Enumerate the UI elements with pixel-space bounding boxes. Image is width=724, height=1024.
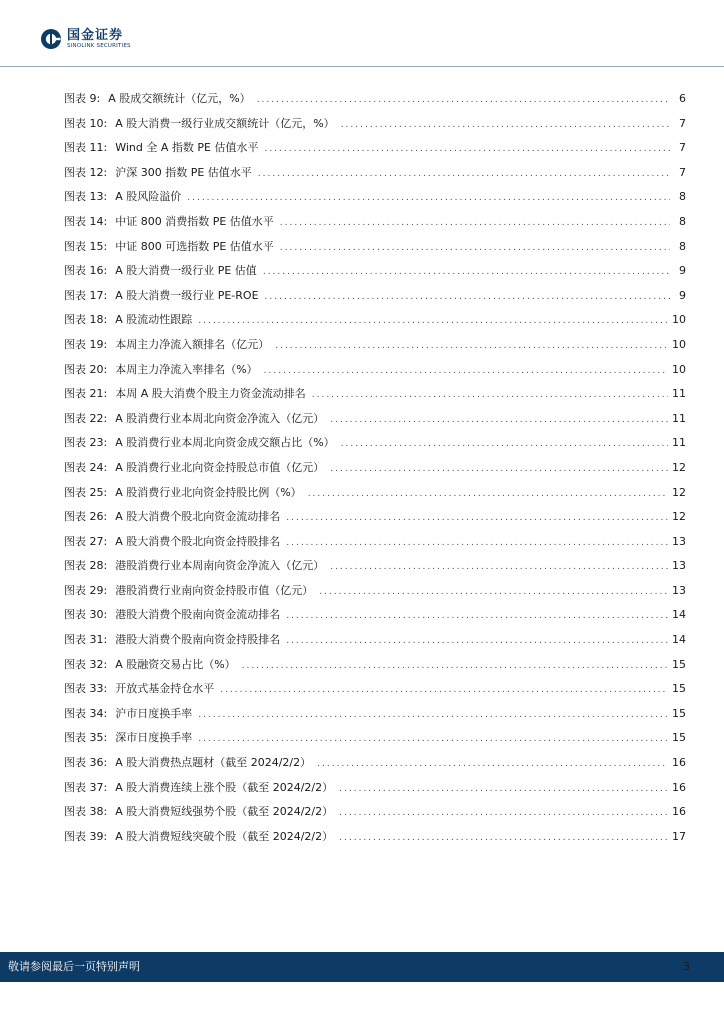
toc-page-number: 15 xyxy=(672,657,686,671)
toc-page-number: 10 xyxy=(672,313,686,327)
toc-figure-number: 图表 37: xyxy=(64,780,108,794)
toc-page-number: 7 xyxy=(679,116,686,130)
toc-entry[interactable] xyxy=(64,481,686,506)
toc-figure-title: A 股消费行业北向资金持股比例（%） xyxy=(115,485,302,499)
toc-figure-title: A 股风险溢价 xyxy=(115,190,182,204)
toc-page-number: 12 xyxy=(672,460,686,474)
toc-figure-number: 图表 26: xyxy=(64,510,108,524)
toc-figure-title: 中证 800 可选指数 PE 估值水平 xyxy=(115,239,274,253)
toc-page-number: 12 xyxy=(672,510,686,524)
toc-figure-title: 本周 A 股大消费个股主力资金流动排名 xyxy=(115,387,306,401)
toc-figure-number: 图表 28: xyxy=(64,559,108,573)
brand-name-cn: 国金证券 xyxy=(67,27,124,43)
toc-dot-leader xyxy=(308,482,668,507)
toc-entry[interactable] xyxy=(64,87,686,112)
toc-figure-number: 图表 32: xyxy=(64,657,108,671)
toc-entry[interactable] xyxy=(64,505,686,530)
toc-dot-leader xyxy=(257,88,670,113)
toc-dot-leader xyxy=(198,309,668,334)
toc-entry[interactable] xyxy=(64,333,686,358)
toc-figure-number: 图表 22: xyxy=(64,411,108,425)
toc-figure-number: 图表 33: xyxy=(64,682,108,696)
toc-figure-number: 图表 29: xyxy=(64,583,108,597)
toc-entry[interactable] xyxy=(64,726,686,751)
toc-page-number: 7 xyxy=(679,165,686,179)
toc-figure-number: 图表 23: xyxy=(64,436,108,450)
toc-page-number: 11 xyxy=(672,411,686,425)
toc-page-number: 15 xyxy=(672,731,686,745)
toc-entry[interactable] xyxy=(64,776,686,801)
toc-entry[interactable] xyxy=(64,603,686,628)
toc-dot-leader xyxy=(286,604,668,629)
toc-dot-leader xyxy=(286,629,668,654)
toc-figure-number: 图表 35: xyxy=(64,731,108,745)
toc-entry[interactable] xyxy=(64,653,686,678)
toc-dot-leader xyxy=(312,383,668,408)
toc-page-number: 12 xyxy=(672,485,686,499)
toc-figure-number: 图表 9: xyxy=(64,92,101,105)
toc-dot-leader xyxy=(286,506,668,531)
toc-dot-leader xyxy=(275,334,668,359)
toc-entry[interactable] xyxy=(64,382,686,407)
toc-figure-title: A 股大消费热点题材（截至 2024/2/2） xyxy=(115,756,312,770)
toc-figure-title: 开放式基金持仓水平 xyxy=(115,682,215,696)
toc-entry[interactable] xyxy=(64,702,686,727)
toc-dot-leader xyxy=(286,531,668,556)
toc-figure-number: 图表 31: xyxy=(64,633,108,647)
toc-page-number: 15 xyxy=(672,682,686,696)
toc-figure-title: A 股大消费一级行业 PE-ROE xyxy=(115,288,259,302)
toc-figure-number: 图表 12: xyxy=(64,165,108,179)
toc-dot-leader xyxy=(265,285,670,310)
toc-entry[interactable] xyxy=(64,530,686,555)
toc-entry[interactable] xyxy=(64,161,686,186)
toc-page-number: 7 xyxy=(679,141,686,155)
brand-logo xyxy=(40,28,131,50)
toc-dot-leader xyxy=(264,359,668,384)
toc-figure-number: 图表 10: xyxy=(64,116,108,130)
toc-figure-title: 本周主力净流入额排名（亿元） xyxy=(115,337,270,351)
toc-page-number: 15 xyxy=(672,706,686,720)
toc-page-number: 9 xyxy=(679,288,686,302)
toc-figure-title: A 股大消费一级行业 PE 估值 xyxy=(115,264,257,278)
toc-figure-title: 港股消费行业本周南向资金净流入（亿元） xyxy=(115,559,325,573)
toc-figure-title: A 股大消费个股北向资金流动排名 xyxy=(115,510,281,524)
toc-figure-number: 图表 15: xyxy=(64,239,108,253)
toc-page-number: 16 xyxy=(672,780,686,794)
footer-bar xyxy=(0,952,724,982)
toc-page-number: 11 xyxy=(672,387,686,401)
toc-entry[interactable] xyxy=(64,456,686,481)
toc-page-number: 8 xyxy=(679,239,686,253)
toc-dot-leader xyxy=(280,211,670,236)
toc-entry[interactable] xyxy=(64,358,686,383)
toc-entry[interactable] xyxy=(64,677,686,702)
toc-page-number: 13 xyxy=(672,583,686,597)
toc-dot-leader xyxy=(242,654,668,679)
toc-dot-leader xyxy=(220,678,668,703)
toc-figure-number: 图表 16: xyxy=(64,264,108,278)
toc-entry[interactable] xyxy=(64,112,686,137)
toc-dot-leader xyxy=(198,727,668,752)
toc-figure-title: A 股消费行业本周北向资金净流入（亿元） xyxy=(115,411,325,425)
toc-figure-number: 图表 25: xyxy=(64,485,108,499)
toc-dot-leader xyxy=(339,777,668,802)
toc-figure-title: A 股大消费一级行业成交额统计（亿元，%） xyxy=(115,116,335,130)
toc-page-number: 9 xyxy=(679,264,686,278)
toc-entry[interactable] xyxy=(64,825,686,850)
page-header xyxy=(0,0,724,68)
toc-figure-number: 图表 38: xyxy=(64,805,108,819)
toc-entry[interactable] xyxy=(64,259,686,284)
toc-page-number: 14 xyxy=(672,633,686,647)
figure-list xyxy=(64,87,686,849)
toc-figure-title: A 股融资交易占比（%） xyxy=(115,657,236,671)
toc-figure-title: 港股大消费个股南向资金流动排名 xyxy=(115,608,281,622)
toc-figure-title: 港股消费行业南向资金持股市值（亿元） xyxy=(115,583,314,597)
toc-figure-title: A 股成交额统计（亿元，%） xyxy=(108,92,251,105)
toc-page-number: 17 xyxy=(672,829,686,843)
toc-page-number: 6 xyxy=(679,92,686,105)
header-divider xyxy=(0,66,724,67)
toc-figure-number: 图表 39: xyxy=(64,829,108,843)
toc-entry[interactable] xyxy=(64,210,686,235)
toc-figure-number: 图表 20: xyxy=(64,362,108,376)
toc-page-number: 16 xyxy=(672,756,686,770)
toc-dot-leader xyxy=(341,113,670,138)
toc-page-number: 10 xyxy=(672,362,686,376)
toc-figure-number: 图表 27: xyxy=(64,534,108,548)
toc-dot-leader xyxy=(263,260,670,285)
toc-entry[interactable] xyxy=(64,800,686,825)
toc-dot-leader xyxy=(187,186,670,211)
toc-figure-title: 本周主力净流入率排名（%） xyxy=(115,362,258,376)
toc-dot-leader xyxy=(319,580,668,605)
page-number: 3 xyxy=(683,960,690,973)
footer-disclaimer: 敬请参阅最后一页特别声明 xyxy=(8,960,140,973)
toc-dot-leader xyxy=(341,432,668,457)
toc-entry[interactable] xyxy=(64,579,686,604)
toc-figure-title: 深市日度换手率 xyxy=(115,731,193,745)
toc-dot-leader xyxy=(330,555,668,580)
toc-page-number: 14 xyxy=(672,608,686,622)
toc-figure-number: 图表 18: xyxy=(64,313,108,327)
toc-page-number: 8 xyxy=(679,214,686,228)
toc-dot-leader xyxy=(198,703,668,728)
toc-entry[interactable] xyxy=(64,284,686,309)
toc-entry[interactable] xyxy=(64,407,686,432)
toc-figure-title: 中证 800 消费指数 PE 估值水平 xyxy=(115,214,274,228)
toc-page-number: 10 xyxy=(672,337,686,351)
toc-entry[interactable] xyxy=(64,136,686,161)
toc-figure-number: 图表 14: xyxy=(64,214,108,228)
toc-dot-leader xyxy=(330,457,668,482)
toc-figure-title: A 股大消费短线强势个股（截至 2024/2/2） xyxy=(115,805,334,819)
toc-figure-number: 图表 30: xyxy=(64,608,108,622)
toc-entry[interactable] xyxy=(64,431,686,456)
toc-figure-number: 图表 36: xyxy=(64,756,108,770)
toc-figure-number: 图表 13: xyxy=(64,190,108,204)
brand-name-en: SINOLINK SECURITIES xyxy=(67,42,131,49)
toc-dot-leader xyxy=(264,137,670,162)
toc-figure-number: 图表 21: xyxy=(64,387,108,401)
toc-dot-leader xyxy=(280,236,670,261)
toc-figure-number: 图表 19: xyxy=(64,337,108,351)
toc-figure-title: A 股流动性跟踪 xyxy=(115,313,193,327)
toc-entry[interactable] xyxy=(64,751,686,776)
toc-figure-number: 图表 34: xyxy=(64,706,108,720)
toc-figure-number: 图表 17: xyxy=(64,288,108,302)
toc-dot-leader xyxy=(330,408,668,433)
toc-entry[interactable] xyxy=(64,235,686,260)
toc-entry[interactable] xyxy=(64,628,686,653)
toc-figure-title: A 股大消费连续上涨个股（截至 2024/2/2） xyxy=(115,780,334,794)
toc-figure-title: A 股大消费短线突破个股（截至 2024/2/2） xyxy=(115,829,334,843)
toc-page-number: 13 xyxy=(672,559,686,573)
toc-figure-title: A 股消费行业北向资金持股总市值（亿元） xyxy=(115,460,325,474)
toc-figure-title: Wind 全 A 指数 PE 估值水平 xyxy=(115,141,259,155)
toc-page-number: 11 xyxy=(672,436,686,450)
toc-page-number: 8 xyxy=(679,190,686,204)
toc-dot-leader xyxy=(258,162,670,187)
toc-dot-leader xyxy=(339,826,668,851)
sinolink-logo-icon xyxy=(40,28,62,50)
toc-entry[interactable] xyxy=(64,308,686,333)
toc-figure-title: 沪市日度换手率 xyxy=(115,706,193,720)
toc-figure-number: 图表 24: xyxy=(64,460,108,474)
toc-figure-title: 港股大消费个股南向资金持股排名 xyxy=(115,633,281,647)
toc-figure-title: A 股消费行业本周北向资金成交额占比（%） xyxy=(115,436,335,450)
toc-dot-leader xyxy=(339,801,668,826)
toc-figure-number: 图表 11: xyxy=(64,141,108,155)
toc-entry[interactable] xyxy=(64,185,686,210)
toc-figure-title: A 股大消费个股北向资金持股排名 xyxy=(115,534,281,548)
toc-entry[interactable] xyxy=(64,554,686,579)
toc-page-number: 16 xyxy=(672,805,686,819)
toc-figure-title: 沪深 300 指数 PE 估值水平 xyxy=(115,165,252,179)
toc-dot-leader xyxy=(317,752,668,777)
toc-page-number: 13 xyxy=(672,534,686,548)
